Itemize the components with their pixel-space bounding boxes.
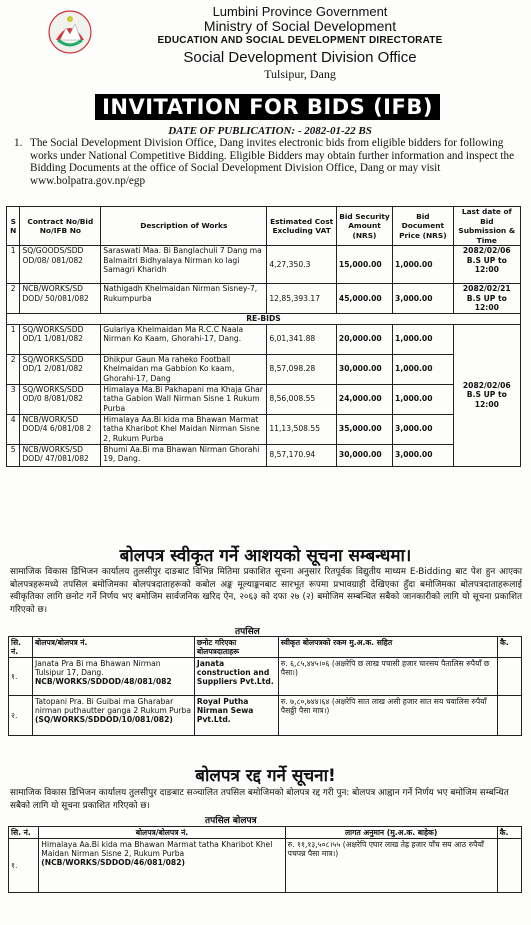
table-row	[9, 839, 522, 893]
cell-bidder: Janata construction and Suppliers Pvt.Ltd.	[194, 658, 278, 696]
header-description: Description of Works	[101, 207, 267, 246]
cancelled-bids-table	[8, 826, 522, 893]
header-ministry: Ministry of Social Development	[203, 18, 397, 34]
cell-remark	[498, 658, 522, 696]
cell-amount: रु. ७,८०,७४४।६४ (अक्षरेपि सात लाख असी हजार सात सय चवालिस रुपैयाँ पैसठ्ठी पैसा मात्र।)	[278, 696, 497, 736]
header-location: Tulsipur, Dang	[264, 67, 336, 81]
date-of-publication: DATE OF PUBLICATION: - 2082-01-22 BS	[168, 125, 372, 137]
cell-sn: 2	[7, 354, 20, 384]
cell-security: 20,000.00	[336, 324, 392, 354]
cell-bid-code: (NCB/WORKS/SDDOD/46/081/082)	[41, 858, 185, 867]
table-row	[7, 246, 521, 284]
cell-cost: 8,56,008.55	[267, 384, 337, 414]
cell-contract: NCB/WORKS/SD DOD/ 50/081/082	[20, 284, 101, 314]
cell-cost: 4,27,350.3	[267, 246, 337, 284]
header-bid-no: बोलपत्र/बोलपत्र नं.	[39, 827, 285, 839]
table-row	[7, 354, 521, 384]
cell-cost: 11,13,508.55	[267, 414, 337, 444]
cell-cost: 6,01,341.88	[267, 324, 337, 354]
intro-paragraph	[14, 137, 519, 187]
ifb-title-banner: INVITATION FOR BIDS (IFB)	[95, 94, 440, 120]
table-row	[9, 658, 522, 696]
rebids-label: RE-BIDS	[7, 314, 521, 325]
cell-description: Gulariya Khelmaidan Ma R.C.C Naala Nirman Ko Kaam, Ghorahi-17, Dang.	[101, 324, 267, 354]
cell-contract: NCB/WORKS/SD DOD/ 47/081/082	[20, 444, 101, 466]
cancellation-notice-title: बोलपत्र रद्द गर्ने सूचना!	[195, 766, 336, 786]
intro-number: 1.	[14, 137, 23, 149]
acceptance-tapasil-label: तपसिल	[235, 627, 260, 637]
cell-contract: SQ/WORKS/SDD OD/1 1/081/082	[20, 324, 101, 354]
cancellation-notice-text: सामाजिक विकास डिभिजन कार्यालय तुलसीपुर दाङबाट सञ्चालित तपसिल बमोजिमको बोलपत्र रद्द गरी पुन: बोलपत्र आह्वान गर्ने निर्णय भए बमोजिम सम्बन्धित सबैको लागि यो सूचना प्रकाशित गरिएको छ।	[10, 788, 509, 811]
cell-cost: 12,85,393.17	[267, 284, 337, 314]
cell-sn: 4	[7, 414, 20, 444]
cell-sn: 5	[7, 444, 20, 466]
cell-description: Himalaya Ma.Bi Pakhapani ma Khaja Ghar tatha Gabion Wall Nirman Sisne 1 Rukum Purba	[101, 384, 267, 414]
table-row	[9, 696, 522, 736]
cell-cost: 8,57,170.94	[267, 444, 337, 466]
cell-bid	[39, 839, 285, 893]
header-bidder: छनोट गरिएका बोलपत्रदाताहरू	[194, 637, 278, 658]
table-row	[7, 284, 521, 314]
bids-table-header-row	[7, 207, 521, 246]
cell-sn: 3	[7, 384, 20, 414]
cell-description: Nathigadh Khelmaidan Nirman Sisney-7, Rukumpurba	[101, 284, 267, 314]
acceptance-notice-text: सामाजिक विकास डिभिजन कार्यालय तुलसीपुर दाङबाट विभिन्न मितिमा प्रकाशित सूचना अनुसार रितपूर्वक विद्युतीय माध्यम E-Bidding बाट पेश हुन आएका बोलपत्रहरूमध्ये तपसिल बमोजिमका बोलपत्रदाताहरूको कबोल अङ्क मूल्याङ्कनबाट सारभूत रूपमा प्रभावग्राही देखिएका हुँदा बमोजिमका बोलपत्रदाताहरूलाई स्वीकृतिका लागि छनोट गर्ने निर्णय भए बमोजिम सार्वजनिक खरिद ऐन, २०६३ को दफा २७ (२) बमोजिम सम्बन्धित सबैको जानकारीको लागि यो सूचना प्रकाशित गरिएको छ।	[10, 567, 522, 615]
bids-table	[6, 206, 521, 467]
cell-description: Himalaya Aa.Bi kida ma Bhawan Marmat tatha Kharibot Khel Maidan Nirman Sisne 2, Rukum Purba	[101, 414, 267, 444]
cell-last-date: 2082/02/21 B.S UP to 12:00	[453, 284, 520, 314]
cell-doc-price: 3,000.00	[393, 414, 454, 444]
header-doc-price: Bid Document Price (NRS)	[393, 207, 454, 246]
cell-doc-price: 1,000.00	[393, 384, 454, 414]
acceptance-notice-title: बोलपत्र स्वीकृत गर्ने आशयको सूचना सम्बन्धमा।	[119, 546, 412, 566]
cell-security: 35,000.00	[336, 414, 392, 444]
table-row	[7, 444, 521, 466]
cell-bid	[32, 658, 194, 696]
intro-text: The Social Development Division Office, Dang invites electronic bids from eligible bidders for following works under National Competitive Bidding. Eligible Bidders may obtain further information and inspect the Bidding Documents at the office of Social Development Division Office, Dang or may visit www.bolpatra.gov.np/egp	[30, 137, 515, 187]
cell-description: Dhikpur Gaun Ma raheko Football Khelmaidan ma Gabbion Ko kaam, Ghorahi-17, Dang	[101, 354, 267, 384]
cell-amount: रु. ११,१३,५०८।५५ (अक्षरेपि एघार लाख तेह्र हजार पाँच सय आठ रुपैयाँ पचपन्न पैसा मात्र।)	[285, 839, 497, 893]
cancelled-header-row	[9, 827, 522, 839]
cell-bid-name: Tatopani Pra. Bi Guibai ma Gharabar nirman puthautter ganga 2 Rukum Purba	[34, 697, 192, 715]
cell-doc-price: 3,000.00	[393, 444, 454, 466]
header-amount: स्वीकृत बोलपत्रको रकम मु.अ.क. सहित	[278, 637, 497, 658]
header-estimated-cost: Estimated Cost Excluding VAT	[267, 207, 337, 246]
cell-security: 30,000.00	[336, 444, 392, 466]
cell-remark	[498, 696, 522, 736]
cell-sn: १.	[9, 839, 39, 893]
accepted-header-row	[9, 637, 522, 658]
header-sn: सि. नं.	[9, 637, 33, 658]
cell-sn: १.	[9, 658, 33, 696]
rebids-label-row	[7, 314, 521, 325]
cell-last-date: 2082/02/06 B.S UP to 12:00	[453, 246, 520, 284]
table-row	[7, 414, 521, 444]
cancellation-tapasil-label: तपसिल बोलपत्र	[205, 816, 257, 826]
header-sn: S N	[7, 207, 20, 246]
cell-doc-price: 3,000.00	[393, 284, 454, 314]
header-remark: कै.	[497, 827, 521, 839]
header-office: Social Development Division Office	[183, 49, 417, 66]
cell-bidder: Royal Putha Nirman Sewa Pvt.Ltd.	[194, 696, 278, 736]
cell-contract: SQ/WORKS/SDD OD/0 8/081/082	[20, 384, 101, 414]
cell-doc-price: 1,000.00	[393, 324, 454, 354]
cell-contract: NCB/WORK/SD DOD/4 6/081/08 2	[20, 414, 101, 444]
nepal-government-emblem-icon	[48, 10, 92, 54]
table-row	[7, 384, 521, 414]
cell-sn: 2	[7, 284, 20, 314]
table-row	[7, 324, 521, 354]
header-last-date: Last date of Bid Submission & Time	[453, 207, 520, 246]
cell-amount: रु. ६,८५,४४५।०६ (अक्षरेपि छ लाख पचासी हजार चारसय पैतालिस रुपैयाँ छ पैसा।)	[278, 658, 497, 696]
header-bid-no: बोलपत्र/बोलपत्र नं.	[32, 637, 194, 658]
header-directorate: EDUCATION AND SOCIAL DEVELOPMENT DIRECTORATE	[157, 35, 443, 46]
header-bid-security: Bid Security Amount (NRS)	[336, 207, 392, 246]
cell-description: Bhumi Aa.Bi ma Bhawan Nirman Ghorahi 19, Dang.	[101, 444, 267, 466]
cell-description: Saraswati Maa. Bi Banglachuli 7 Dang ma Balmaitri Bidhyalaya Nirman ko lagi Samagri Kharidh	[101, 246, 267, 284]
cell-contract: SQ/GOODS/SDD OD/08/ 081/082	[20, 246, 101, 284]
cell-sn: 1	[7, 324, 20, 354]
header-sn: सि. नं.	[9, 827, 39, 839]
cell-sn: 1	[7, 246, 20, 284]
cell-doc-price: 1,000.00	[393, 354, 454, 384]
header-remark: कै.	[498, 637, 522, 658]
header-estimate: लागत अनुमान (मु.अ.क. बाहेक)	[285, 827, 497, 839]
cell-security: 30,000.00	[336, 354, 392, 384]
cell-sn: २.	[9, 696, 33, 736]
cell-security: 24,000.00	[336, 384, 392, 414]
cell-contract: SQ/WORKS/SDD OD/1 2/081/082	[20, 354, 101, 384]
cell-rebids-last-date: 2082/02/06 B.S UP to 12:00	[453, 324, 520, 466]
cell-cost: 8,57,098.28	[267, 354, 337, 384]
cell-bid-code: (SQ/WORKS/SDDOD/10/081/082)	[34, 715, 173, 724]
cell-bid	[32, 696, 194, 736]
cell-bid-code: NCB/WORKS/SDDOD/48/081/082	[34, 677, 172, 686]
cell-doc-price: 1,000.00	[393, 246, 454, 284]
cell-security: 45,000.00	[336, 284, 392, 314]
accepted-bids-table	[8, 636, 522, 736]
cell-security: 15,000.00	[336, 246, 392, 284]
header-contract: Contract No/Bid No/IFB No	[20, 207, 101, 246]
cell-remark	[497, 839, 521, 893]
header-province: Lumbini Province Government	[212, 4, 388, 19]
cell-bid-name: Himalaya Aa.Bi kida ma Bhawan Marmat tatha Kharibot Khel Maidan Nirman Sisne 2, Rukum Purba	[41, 840, 273, 858]
cell-bid-name: Janata Pra Bi ma Bhawan Nirman Tulsipur 17, Dang.	[34, 659, 161, 677]
